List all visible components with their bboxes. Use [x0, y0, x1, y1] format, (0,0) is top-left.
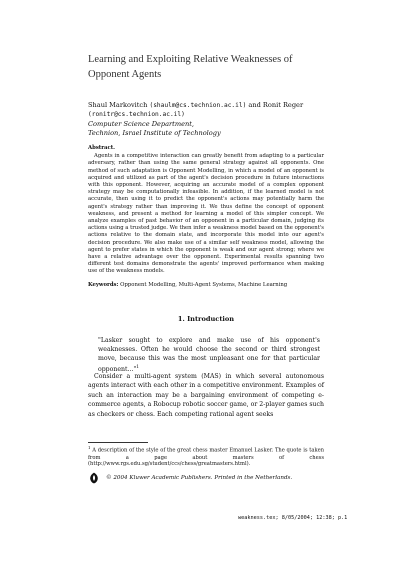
section-heading-introduction: 1. Introduction	[177, 315, 235, 323]
publisher-logo-icon	[88, 472, 100, 484]
abstract	[88, 145, 324, 276]
epigraph-quote	[98, 336, 320, 374]
affiliation-department: Computer Science Department,	[88, 119, 194, 128]
abstract-heading: Abstract.	[88, 145, 115, 151]
keywords-text: Opponent Modelling, Multi-Agent Systems, Machine Learning	[118, 282, 288, 288]
keywords-label: Keywords:	[88, 282, 119, 288]
footnote-rule	[88, 442, 148, 443]
author-email-1: (shaulm@cs.technion.ac.il)	[149, 102, 247, 109]
quote-text: "Lasker sought to explore and make use of his opponent's weaknesses. Often he would choose the second or third strongest move, because this was the most unpleasant one for that particular opponent..."	[98, 337, 320, 374]
footnote-marker: 1	[136, 365, 140, 370]
footnote-number: 1	[88, 445, 91, 450]
author-block	[88, 101, 328, 139]
author-names: Shaul Markovitch	[88, 101, 150, 109]
keywords	[88, 282, 324, 289]
author-names-second: and Ronit Reger	[246, 101, 304, 109]
abstract-text: Agents in a competitive interaction can greatly benefit from adapting to a particular adversary, rather than using the same general strategy against all opponents. One method of such adaptation is Opponent Modelling, in which a model of an opponent is acquired and utilized as part of the agent's decision procedure in future interactions with this opponent. However, acquiring an accurate model of a complex opponent strategy may be computationally infeasible. In addition, if the learned model is not accurate, then using it to predict the opponent's actions may potentially harm the agent's strategy rather than improving it. We thus define the concept of opponent weakness, and present a method for learning a model of this simpler concept. We analyze examples of past behavior of an opponent in a particular domain, judging its actions using a trusted judge. We then infer a weakness model based on the opponent's actions relative to the domain state, and incorporate this model into our agent's decision procedure. We also make use of a similar self weakness model, allowing the agent to prefer states in which the opponent is weak and our agent strong; where we have a relative advantage over the opponent. Experimental results spanning two different test domains demonstrate the agents' improved performance when making use of the weakness models.	[88, 153, 324, 275]
author-email-2: (ronitr@cs.technion.ac.il)	[88, 111, 185, 119]
publisher-notice: © 2004 Kluwer Academic Publishers. Printed in the Netherlands.	[106, 475, 293, 481]
publisher-line	[88, 472, 324, 484]
affiliation-institution: Technion, Israel Institute of Technology	[88, 129, 221, 138]
body-paragraph: Consider a multi-agent system (MAS) in which several autonomous agents interact with each other in a competitive environment. Examples of such an interaction may be a bargaining environment of competing e-commerce agents, a Robocup robotic soccer game, or 2-player games such as checkers or chess. Each competing rational agent seeks	[88, 373, 324, 418]
paper-title: Learning and Exploiting Relative Weaknesses of Opponent Agents	[88, 54, 293, 80]
footnote-text: A description of the style of the great chess master Emanuel Lasker. The quote is taken from a page about masters of chess (http://www.rgs.edu.sg/student/ccs/chess/greatmasters.html).	[88, 447, 324, 468]
page-footer: weakness.tex; 8/05/2004; 12:38; p.1	[238, 515, 348, 521]
footnote	[88, 445, 324, 468]
